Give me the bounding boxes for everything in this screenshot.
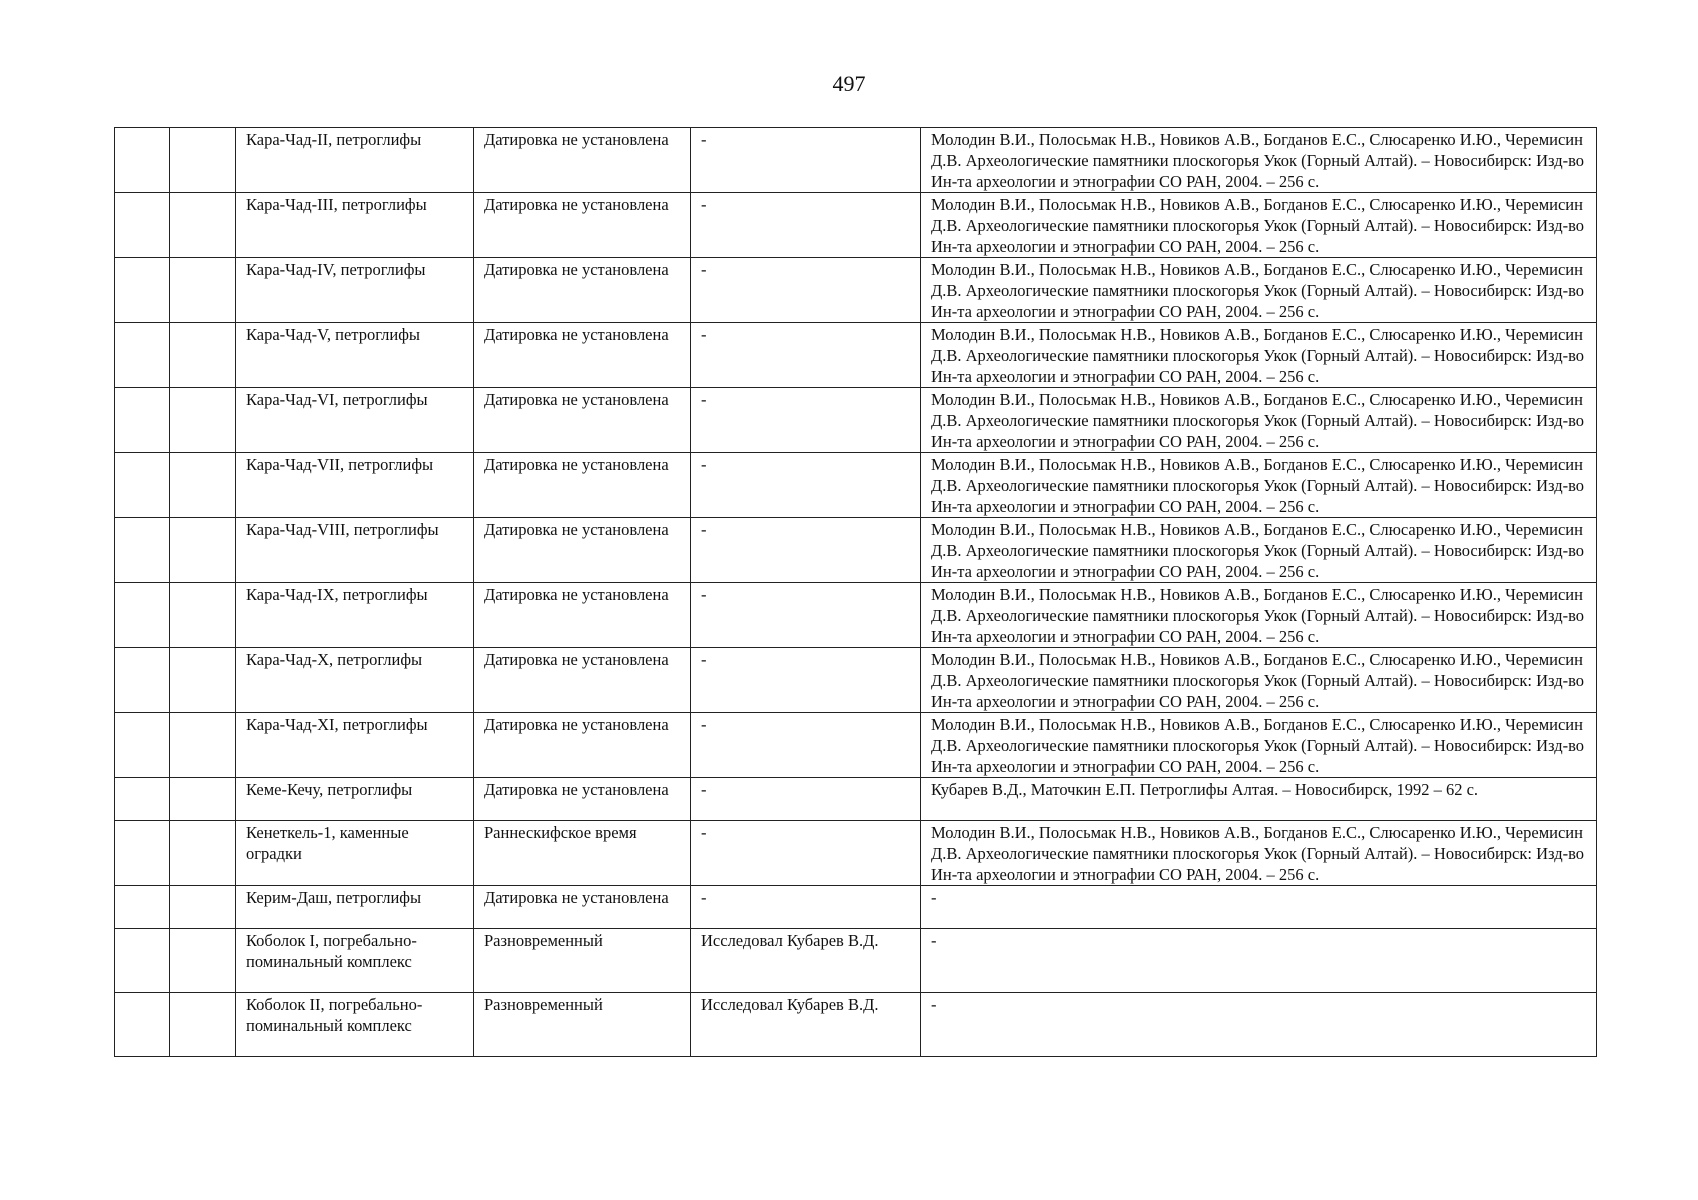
research-cell: -	[691, 453, 921, 518]
dating-cell: Раннескифское время	[474, 821, 691, 886]
dating-cell: Датировка не установлена	[474, 778, 691, 821]
research-cell: -	[691, 886, 921, 929]
dating-cell: Датировка не установлена	[474, 388, 691, 453]
table-row	[115, 128, 1597, 193]
dating-cell: Разновременный	[474, 993, 691, 1057]
source-cell: -	[921, 929, 1597, 993]
research-cell: -	[691, 518, 921, 583]
source-cell: Молодин В.И., Полосьмак Н.В., Новиков А.В., Богданов Е.С., Слюсаренко И.Ю., Черемисин Д.В. Археологические памятники плоскогорья Укок (Горный Алтай). – Новосибирск: Изд-во Ин-та археологии и этнографии СО РАН, 2004. – 256 с.	[921, 453, 1597, 518]
monument-name-cell: Кенеткель-1, каменные оградки	[236, 821, 474, 886]
dating-cell: Датировка не установлена	[474, 193, 691, 258]
monument-name-cell: Керим-Даш, петроглифы	[236, 886, 474, 929]
row-subnumber-cell	[170, 388, 236, 453]
row-subnumber-cell	[170, 518, 236, 583]
monument-name-cell: Коболок I, погребально-поминальный комплекс	[236, 929, 474, 993]
row-number-cell	[115, 128, 170, 193]
table-row	[115, 388, 1597, 453]
research-cell: -	[691, 821, 921, 886]
row-subnumber-cell	[170, 323, 236, 388]
monument-name-cell: Кара-Чад-V, петроглифы	[236, 323, 474, 388]
research-cell: -	[691, 778, 921, 821]
source-cell: Молодин В.И., Полосьмак Н.В., Новиков А.В., Богданов Е.С., Слюсаренко И.Ю., Черемисин Д.В. Археологические памятники плоскогорья Укок (Горный Алтай). – Новосибирск: Изд-во Ин-та археологии и этнографии СО РАН, 2004. – 256 с.	[921, 258, 1597, 323]
row-number-cell	[115, 453, 170, 518]
source-cell: Кубарев В.Д., Маточкин Е.П. Петроглифы Алтая. – Новосибирск, 1992 – 62 с.	[921, 778, 1597, 821]
row-subnumber-cell	[170, 886, 236, 929]
table-row	[115, 993, 1597, 1057]
monument-name-cell: Кара-Чад-II, петроглифы	[236, 128, 474, 193]
source-cell: Молодин В.И., Полосьмак Н.В., Новиков А.В., Богданов Е.С., Слюсаренко И.Ю., Черемисин Д.В. Археологические памятники плоскогорья Укок (Горный Алтай). – Новосибирск: Изд-во Ин-та археологии и этнографии СО РАН, 2004. – 256 с.	[921, 583, 1597, 648]
table-row	[115, 583, 1597, 648]
source-cell: Молодин В.И., Полосьмак Н.В., Новиков А.В., Богданов Е.С., Слюсаренко И.Ю., Черемисин Д.В. Археологические памятники плоскогорья Укок (Горный Алтай). – Новосибирск: Изд-во Ин-та археологии и этнографии СО РАН, 2004. – 256 с.	[921, 193, 1597, 258]
monument-name-cell: Кара-Чад-IX, петроглифы	[236, 583, 474, 648]
table-row	[115, 648, 1597, 713]
dating-cell: Датировка не установлена	[474, 648, 691, 713]
monument-name-cell: Кара-Чад-IV, петроглифы	[236, 258, 474, 323]
row-subnumber-cell	[170, 648, 236, 713]
research-cell: Исследовал Кубарев В.Д.	[691, 929, 921, 993]
row-subnumber-cell	[170, 453, 236, 518]
monument-name-cell: Кара-Чад-III, петроглифы	[236, 193, 474, 258]
row-number-cell	[115, 886, 170, 929]
monument-name-cell: Коболок II, погребально-поминальный комплекс	[236, 993, 474, 1057]
research-cell: -	[691, 583, 921, 648]
monument-name-cell: Кара-Чад-X, петроглифы	[236, 648, 474, 713]
row-subnumber-cell	[170, 128, 236, 193]
dating-cell: Датировка не установлена	[474, 258, 691, 323]
dating-cell: Разновременный	[474, 929, 691, 993]
research-cell: -	[691, 258, 921, 323]
dating-cell: Датировка не установлена	[474, 713, 691, 778]
row-number-cell	[115, 713, 170, 778]
research-cell: -	[691, 193, 921, 258]
source-cell: -	[921, 886, 1597, 929]
row-subnumber-cell	[170, 713, 236, 778]
row-subnumber-cell	[170, 193, 236, 258]
table-row	[115, 821, 1597, 886]
table-row	[115, 323, 1597, 388]
row-subnumber-cell	[170, 778, 236, 821]
research-cell: Исследовал Кубарев В.Д.	[691, 993, 921, 1057]
page-number: 497	[832, 71, 866, 96]
monument-name-cell: Кара-Чад-VII, петроглифы	[236, 453, 474, 518]
research-cell: -	[691, 128, 921, 193]
source-cell: Молодин В.И., Полосьмак Н.В., Новиков А.В., Богданов Е.С., Слюсаренко И.Ю., Черемисин Д.В. Археологические памятники плоскогорья Укок (Горный Алтай). – Новосибирск: Изд-во Ин-та археологии и этнографии СО РАН, 2004. – 256 с.	[921, 713, 1597, 778]
source-cell: Молодин В.И., Полосьмак Н.В., Новиков А.В., Богданов Е.С., Слюсаренко И.Ю., Черемисин Д.В. Археологические памятники плоскогорья Укок (Горный Алтай). – Новосибирск: Изд-во Ин-та археологии и этнографии СО РАН, 2004. – 256 с.	[921, 388, 1597, 453]
row-subnumber-cell	[170, 258, 236, 323]
source-cell: Молодин В.И., Полосьмак Н.В., Новиков А.В., Богданов Е.С., Слюсаренко И.Ю., Черемисин Д.В. Археологические памятники плоскогорья Укок (Горный Алтай). – Новосибирск: Изд-во Ин-та археологии и этнографии СО РАН, 2004. – 256 с.	[921, 323, 1597, 388]
research-cell: -	[691, 323, 921, 388]
dating-cell: Датировка не установлена	[474, 583, 691, 648]
row-subnumber-cell	[170, 821, 236, 886]
row-number-cell	[115, 258, 170, 323]
row-number-cell	[115, 518, 170, 583]
source-cell: Молодин В.И., Полосьмак Н.В., Новиков А.В., Богданов Е.С., Слюсаренко И.Ю., Черемисин Д.В. Археологические памятники плоскогорья Укок (Горный Алтай). – Новосибирск: Изд-во Ин-та археологии и этнографии СО РАН, 2004. – 256 с.	[921, 821, 1597, 886]
row-number-cell	[115, 648, 170, 713]
dating-cell: Датировка не установлена	[474, 323, 691, 388]
row-number-cell	[115, 388, 170, 453]
row-number-cell	[115, 929, 170, 993]
dating-cell: Датировка не установлена	[474, 518, 691, 583]
source-cell: Молодин В.И., Полосьмак Н.В., Новиков А.В., Богданов Е.С., Слюсаренко И.Ю., Черемисин Д.В. Археологические памятники плоскогорья Укок (Горный Алтай). – Новосибирск: Изд-во Ин-та археологии и этнографии СО РАН, 2004. – 256 с.	[921, 518, 1597, 583]
row-number-cell	[115, 821, 170, 886]
row-number-cell	[115, 193, 170, 258]
monument-name-cell: Кара-Чад-VI, петроглифы	[236, 388, 474, 453]
source-cell: Молодин В.И., Полосьмак Н.В., Новиков А.В., Богданов Е.С., Слюсаренко И.Ю., Черемисин Д.В. Археологические памятники плоскогорья Укок (Горный Алтай). – Новосибирск: Изд-во Ин-та археологии и этнографии СО РАН, 2004. – 256 с.	[921, 648, 1597, 713]
table-row	[115, 778, 1597, 821]
research-cell: -	[691, 388, 921, 453]
source-cell: -	[921, 993, 1597, 1057]
dating-cell: Датировка не установлена	[474, 128, 691, 193]
row-number-cell	[115, 323, 170, 388]
row-number-cell	[115, 778, 170, 821]
table-row	[115, 518, 1597, 583]
dating-cell: Датировка не установлена	[474, 453, 691, 518]
row-subnumber-cell	[170, 993, 236, 1057]
monument-name-cell: Кара-Чад-VIII, петроглифы	[236, 518, 474, 583]
source-cell: Молодин В.И., Полосьмак Н.В., Новиков А.В., Богданов Е.С., Слюсаренко И.Ю., Черемисин Д.В. Археологические памятники плоскогорья Укок (Горный Алтай). – Новосибирск: Изд-во Ин-та археологии и этнографии СО РАН, 2004. – 256 с.	[921, 128, 1597, 193]
table-row	[115, 713, 1597, 778]
table-row	[115, 929, 1597, 993]
row-number-cell	[115, 993, 170, 1057]
table-row	[115, 258, 1597, 323]
research-cell: -	[691, 713, 921, 778]
table-row	[115, 453, 1597, 518]
table-row	[115, 886, 1597, 929]
table-row	[115, 193, 1597, 258]
monument-name-cell: Кара-Чад-XI, петроглифы	[236, 713, 474, 778]
row-subnumber-cell	[170, 583, 236, 648]
monument-name-cell: Кеме-Кечу, петроглифы	[236, 778, 474, 821]
row-number-cell	[115, 583, 170, 648]
dating-cell: Датировка не установлена	[474, 886, 691, 929]
research-cell: -	[691, 648, 921, 713]
row-subnumber-cell	[170, 929, 236, 993]
monuments-table	[114, 127, 1597, 1057]
